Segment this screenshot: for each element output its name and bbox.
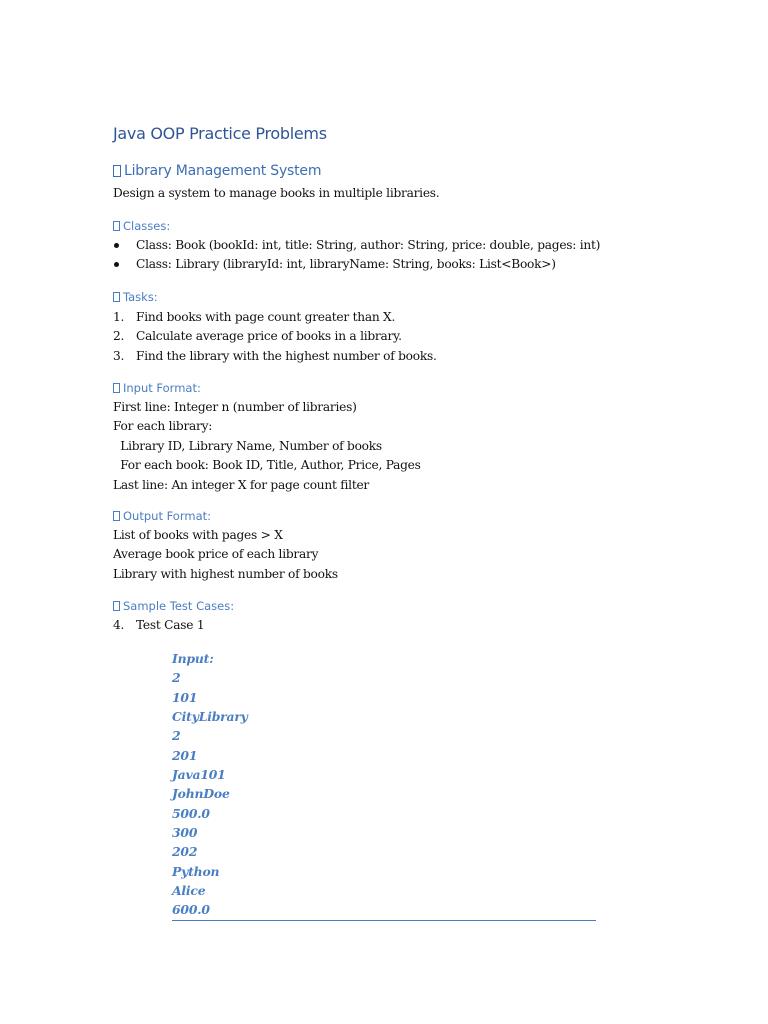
emoji-placeholder-icon [113, 511, 120, 521]
quote-line: 201 [172, 747, 198, 763]
quote-line: 2 [172, 728, 181, 744]
quote-line: Alice [172, 883, 206, 899]
bullet-icon [114, 243, 119, 248]
quote-line: JohnDoe [172, 786, 230, 802]
list-item-number: 2. [113, 329, 125, 344]
list-item-text: Class: Library (libraryId: int, libraryName: String, books: List<Book>) [136, 257, 556, 272]
quote-line: 2 [172, 670, 181, 686]
list-item-text: Test Case 1 [136, 618, 205, 632]
list-item-text: Class: Book (bookId: int, title: String, author: String, price: double, pages: int) [136, 238, 601, 252]
list-item-number: 4. [113, 618, 125, 632]
text-line: First line: Integer n (number of libraries) [113, 400, 357, 414]
text-line: For each library: [113, 419, 213, 434]
classes-heading [113, 219, 170, 233]
quote-line: 300 [172, 825, 198, 841]
text-line: Average book price of each library [113, 547, 319, 562]
input-format-heading-text: Input Format: [123, 381, 201, 395]
sample-tests-heading-text: Sample Test Cases: [123, 599, 235, 613]
tasks-heading-text: Tasks: [123, 290, 158, 304]
list-item-text: Find books with page count greater than X. [136, 310, 396, 324]
output-format-heading [113, 509, 211, 523]
list-item-number: 1. [113, 310, 125, 324]
sample-input-quote [172, 649, 596, 920]
tasks-heading [113, 290, 158, 304]
list-item-text: Find the library with the highest number of books. [136, 348, 437, 363]
text-line: Last line: An integer X for page count filter [113, 477, 370, 492]
bullet-icon [114, 262, 119, 267]
quote-line: Python [172, 863, 220, 879]
quote-line: Input: [172, 651, 214, 666]
sample-tests-heading [113, 599, 234, 613]
quote-line: 600.0 [172, 902, 210, 918]
emoji-placeholder-icon [113, 383, 120, 393]
text-line: Library with highest number of books [113, 566, 338, 581]
section-heading-text: Library Management System [124, 163, 322, 179]
output-format-body [113, 526, 338, 584]
quote-line: CityLibrary [172, 709, 248, 725]
quote-line: 500.0 [172, 805, 210, 821]
section-heading [113, 163, 321, 179]
text-line: Library ID, Library Name, Number of books [113, 438, 382, 453]
quote-line: Java101 [172, 767, 226, 783]
output-format-heading-text: Output Format: [123, 509, 212, 523]
input-format-heading [113, 381, 201, 395]
classes-heading-text: Classes: [123, 219, 171, 233]
emoji-placeholder-icon [113, 292, 120, 302]
document-title: Java OOP Practice Problems [113, 124, 327, 143]
list-item-text: Calculate average price of books in a library. [136, 329, 402, 344]
input-format-body [113, 398, 421, 495]
quote-line: 101 [172, 689, 198, 705]
emoji-placeholder-icon [113, 165, 121, 177]
text-line: List of books with pages > X [113, 528, 283, 542]
quote-line: 202 [172, 844, 198, 860]
emoji-placeholder-icon [113, 221, 120, 231]
list-item-number: 3. [113, 348, 125, 363]
text-line: For each book: Book ID, Title, Author, Price, Pages [113, 458, 421, 473]
description-line: Design a system to manage books in multiple libraries. [113, 186, 440, 200]
section-description [113, 184, 439, 203]
emoji-placeholder-icon [113, 601, 120, 611]
quote-divider [172, 920, 596, 921]
